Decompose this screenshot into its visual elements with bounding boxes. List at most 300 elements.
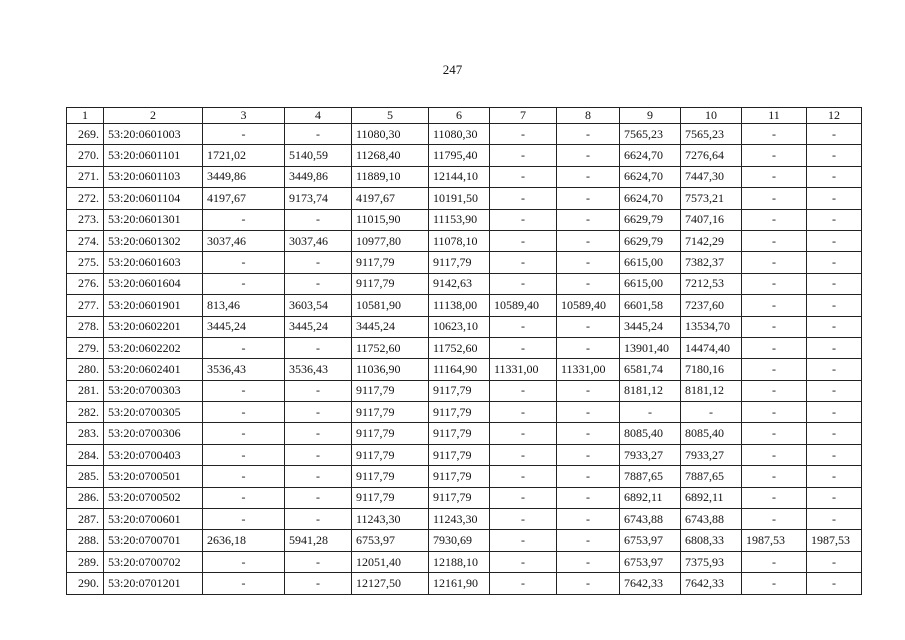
table-cell: - bbox=[742, 337, 807, 358]
table-cell: - bbox=[285, 380, 352, 401]
table-cell: - bbox=[807, 487, 862, 508]
table-cell: 53:20:0601103 bbox=[104, 166, 203, 187]
table-cell: - bbox=[490, 209, 557, 230]
table-cell: 3449,86 bbox=[285, 166, 352, 187]
table-cell: 6753,97 bbox=[620, 530, 681, 551]
table-cell: 12188,10 bbox=[429, 551, 490, 572]
table-row bbox=[67, 402, 862, 423]
table-cell: - bbox=[203, 209, 285, 230]
table-cell: 3037,46 bbox=[285, 230, 352, 251]
table-cell: - bbox=[557, 402, 620, 423]
table-cell: 11331,00 bbox=[557, 359, 620, 380]
table-cell: 3445,24 bbox=[620, 316, 681, 337]
column-header: 10 bbox=[681, 108, 742, 124]
table-cell: 11752,60 bbox=[352, 337, 429, 358]
column-header: 5 bbox=[352, 108, 429, 124]
table-cell: - bbox=[557, 145, 620, 166]
column-header: 8 bbox=[557, 108, 620, 124]
table-cell: 9117,79 bbox=[429, 423, 490, 444]
table-row bbox=[67, 423, 862, 444]
table-cell: 289. bbox=[67, 551, 104, 572]
table-cell: - bbox=[742, 124, 807, 145]
table-cell: 6629,79 bbox=[620, 230, 681, 251]
table-cell: 53:20:0700501 bbox=[104, 466, 203, 487]
table-cell: - bbox=[285, 209, 352, 230]
table-cell: - bbox=[203, 573, 285, 594]
table-cell: 12161,90 bbox=[429, 573, 490, 594]
table-cell: 9117,79 bbox=[352, 423, 429, 444]
table-cell: 3445,24 bbox=[352, 316, 429, 337]
table-cell: - bbox=[807, 273, 862, 294]
table-cell: - bbox=[490, 509, 557, 530]
table-cell: 3536,43 bbox=[285, 359, 352, 380]
table-row bbox=[67, 359, 862, 380]
table-cell: - bbox=[285, 252, 352, 273]
table-cell: 53:20:0601101 bbox=[104, 145, 203, 166]
table-cell: - bbox=[203, 509, 285, 530]
table-row bbox=[67, 487, 862, 508]
table-cell: 270. bbox=[67, 145, 104, 166]
table-cell: 287. bbox=[67, 509, 104, 530]
table-cell: - bbox=[742, 466, 807, 487]
table-cell: - bbox=[742, 402, 807, 423]
table-cell: - bbox=[557, 573, 620, 594]
table-cell: - bbox=[742, 295, 807, 316]
table-cell: 12144,10 bbox=[429, 166, 490, 187]
table-cell: - bbox=[681, 402, 742, 423]
table-cell: 281. bbox=[67, 380, 104, 401]
table-cell: 53:20:0601901 bbox=[104, 295, 203, 316]
table-cell: - bbox=[557, 423, 620, 444]
table-cell: - bbox=[807, 551, 862, 572]
table-cell: - bbox=[807, 466, 862, 487]
table-cell: 272. bbox=[67, 188, 104, 209]
table-cell: 813,46 bbox=[203, 295, 285, 316]
table-cell: - bbox=[807, 145, 862, 166]
table-cell: 6629,79 bbox=[620, 209, 681, 230]
table-cell: - bbox=[807, 359, 862, 380]
table-cell: 11078,10 bbox=[429, 230, 490, 251]
table-cell: 7407,16 bbox=[681, 209, 742, 230]
table-cell: - bbox=[557, 509, 620, 530]
table-cell: 6615,00 bbox=[620, 252, 681, 273]
table-cell: 9117,79 bbox=[352, 252, 429, 273]
table-cell: - bbox=[203, 380, 285, 401]
table-cell: 7887,65 bbox=[620, 466, 681, 487]
column-header: 1 bbox=[67, 108, 104, 124]
table-row bbox=[67, 252, 862, 273]
table-cell: - bbox=[490, 188, 557, 209]
table-cell: 53:20:0602401 bbox=[104, 359, 203, 380]
table-cell: 53:20:0700601 bbox=[104, 509, 203, 530]
table-cell: 9117,79 bbox=[352, 444, 429, 465]
table-cell: 11138,00 bbox=[429, 295, 490, 316]
table-cell: 53:20:0602202 bbox=[104, 337, 203, 358]
table-cell: 7180,16 bbox=[681, 359, 742, 380]
table-cell: - bbox=[807, 423, 862, 444]
table-cell: 1987,53 bbox=[742, 530, 807, 551]
table-cell: 9117,79 bbox=[429, 487, 490, 508]
table-cell: 53:20:0601302 bbox=[104, 230, 203, 251]
table-cell: - bbox=[557, 166, 620, 187]
table-cell: - bbox=[807, 230, 862, 251]
table-cell: - bbox=[490, 252, 557, 273]
table-cell: 11243,30 bbox=[352, 509, 429, 530]
header-row bbox=[67, 108, 862, 124]
table-cell: 7887,65 bbox=[681, 466, 742, 487]
table-cell: 3536,43 bbox=[203, 359, 285, 380]
table-row bbox=[67, 209, 862, 230]
table-cell: 288. bbox=[67, 530, 104, 551]
table-cell: 10581,90 bbox=[352, 295, 429, 316]
table-cell: - bbox=[490, 402, 557, 423]
table-cell: 276. bbox=[67, 273, 104, 294]
column-header: 11 bbox=[742, 108, 807, 124]
table-cell: - bbox=[557, 209, 620, 230]
table-cell: 6753,97 bbox=[352, 530, 429, 551]
table-cell: 7573,21 bbox=[681, 188, 742, 209]
table-cell: 6892,11 bbox=[681, 487, 742, 508]
table-row bbox=[67, 444, 862, 465]
table-cell: 6808,33 bbox=[681, 530, 742, 551]
table-cell: 53:20:0700303 bbox=[104, 380, 203, 401]
table-cell: 6615,00 bbox=[620, 273, 681, 294]
table-cell: - bbox=[490, 573, 557, 594]
table-cell: - bbox=[203, 402, 285, 423]
table-cell: 9117,79 bbox=[429, 380, 490, 401]
table-cell: 3449,86 bbox=[203, 166, 285, 187]
table-cell: 7642,33 bbox=[620, 573, 681, 594]
table-cell: 5140,59 bbox=[285, 145, 352, 166]
table-cell: - bbox=[807, 188, 862, 209]
table-cell: 12127,50 bbox=[352, 573, 429, 594]
table-cell: - bbox=[203, 551, 285, 572]
column-header: 7 bbox=[490, 108, 557, 124]
table-cell: - bbox=[285, 551, 352, 572]
table-cell: - bbox=[490, 466, 557, 487]
table-cell: 6624,70 bbox=[620, 166, 681, 187]
table-cell: - bbox=[807, 124, 862, 145]
table-cell: 279. bbox=[67, 337, 104, 358]
table-cell: 3603,54 bbox=[285, 295, 352, 316]
table-cell: 283. bbox=[67, 423, 104, 444]
table-cell: 10191,50 bbox=[429, 188, 490, 209]
table-cell: 277. bbox=[67, 295, 104, 316]
table-cell: 7933,27 bbox=[681, 444, 742, 465]
table-cell: - bbox=[490, 316, 557, 337]
table-cell: 53:20:0601603 bbox=[104, 252, 203, 273]
table-cell: - bbox=[742, 166, 807, 187]
table-cell: 8181,12 bbox=[681, 380, 742, 401]
table-cell: 269. bbox=[67, 124, 104, 145]
table-cell: 1987,53 bbox=[807, 530, 862, 551]
table-cell: - bbox=[742, 509, 807, 530]
table-cell: - bbox=[203, 124, 285, 145]
table-cell: - bbox=[807, 316, 862, 337]
table-cell: 53:20:0601104 bbox=[104, 188, 203, 209]
table-cell: 11243,30 bbox=[429, 509, 490, 530]
table-cell: 282. bbox=[67, 402, 104, 423]
table-cell: 11752,60 bbox=[429, 337, 490, 358]
table-cell: - bbox=[490, 423, 557, 444]
table-cell: 5941,28 bbox=[285, 530, 352, 551]
table-cell: 4197,67 bbox=[203, 188, 285, 209]
table-cell: 6753,97 bbox=[620, 551, 681, 572]
table-cell: 9117,79 bbox=[429, 402, 490, 423]
table-cell: - bbox=[285, 273, 352, 294]
table-cell: - bbox=[557, 380, 620, 401]
table-cell: 53:20:0700305 bbox=[104, 402, 203, 423]
table-cell: - bbox=[807, 573, 862, 594]
table-cell: - bbox=[742, 551, 807, 572]
table-cell: 290. bbox=[67, 573, 104, 594]
table-cell: 7212,53 bbox=[681, 273, 742, 294]
page-number: 247 bbox=[442, 62, 463, 77]
table-cell: - bbox=[807, 166, 862, 187]
table-cell: - bbox=[742, 487, 807, 508]
table-cell: 3445,24 bbox=[285, 316, 352, 337]
table-cell: 9117,79 bbox=[352, 402, 429, 423]
table-cell: 11036,90 bbox=[352, 359, 429, 380]
table-cell: 11153,90 bbox=[429, 209, 490, 230]
table-cell: 285. bbox=[67, 466, 104, 487]
table-cell: 11331,00 bbox=[490, 359, 557, 380]
table-cell: - bbox=[807, 337, 862, 358]
table-row bbox=[67, 530, 862, 551]
table-cell: - bbox=[285, 337, 352, 358]
table-cell: - bbox=[807, 295, 862, 316]
table-cell: 7382,37 bbox=[681, 252, 742, 273]
table-cell: 9117,79 bbox=[429, 444, 490, 465]
table-row bbox=[67, 188, 862, 209]
table-cell: - bbox=[557, 444, 620, 465]
table-cell: 11268,40 bbox=[352, 145, 429, 166]
table-cell: - bbox=[557, 337, 620, 358]
table-cell: - bbox=[285, 402, 352, 423]
table-cell: - bbox=[285, 124, 352, 145]
table-cell: 6624,70 bbox=[620, 145, 681, 166]
table-cell: 53:20:0700403 bbox=[104, 444, 203, 465]
table-cell: 53:20:0601301 bbox=[104, 209, 203, 230]
table-cell: 9117,79 bbox=[352, 380, 429, 401]
table-cell: 274. bbox=[67, 230, 104, 251]
table-cell: - bbox=[742, 230, 807, 251]
table-cell: 6892,11 bbox=[620, 487, 681, 508]
table-cell: - bbox=[620, 402, 681, 423]
table-cell: 7142,29 bbox=[681, 230, 742, 251]
table-row bbox=[67, 145, 862, 166]
table-cell: 7565,23 bbox=[681, 124, 742, 145]
table-cell: - bbox=[742, 273, 807, 294]
table-cell: - bbox=[203, 252, 285, 273]
table-cell: 8085,40 bbox=[620, 423, 681, 444]
table-cell: 280. bbox=[67, 359, 104, 380]
table-row bbox=[67, 230, 862, 251]
table-cell: 53:20:0601604 bbox=[104, 273, 203, 294]
table-cell: 278. bbox=[67, 316, 104, 337]
table-cell: - bbox=[807, 509, 862, 530]
table-row bbox=[67, 316, 862, 337]
table-cell: - bbox=[490, 273, 557, 294]
table-cell: - bbox=[490, 230, 557, 251]
table-cell: - bbox=[742, 380, 807, 401]
table-cell: 8085,40 bbox=[681, 423, 742, 444]
table-cell: 1721,02 bbox=[203, 145, 285, 166]
table-cell: - bbox=[490, 166, 557, 187]
table-cell: - bbox=[490, 487, 557, 508]
table-cell: 284. bbox=[67, 444, 104, 465]
table-cell: 13901,40 bbox=[620, 337, 681, 358]
table-cell: 12051,40 bbox=[352, 551, 429, 572]
column-header: 3 bbox=[203, 108, 285, 124]
table-cell: 6743,88 bbox=[681, 509, 742, 530]
table-cell: 53:20:0700701 bbox=[104, 530, 203, 551]
table-cell: 9117,79 bbox=[352, 466, 429, 487]
table-cell: - bbox=[742, 145, 807, 166]
table-cell: 53:20:0601003 bbox=[104, 124, 203, 145]
table-row bbox=[67, 380, 862, 401]
table-cell: - bbox=[203, 444, 285, 465]
table-row bbox=[67, 337, 862, 358]
table-cell: - bbox=[490, 337, 557, 358]
table-cell: 14474,40 bbox=[681, 337, 742, 358]
table-cell: 11080,30 bbox=[429, 124, 490, 145]
table-cell: 11889,10 bbox=[352, 166, 429, 187]
column-header: 6 bbox=[429, 108, 490, 124]
table-cell: 9117,79 bbox=[352, 273, 429, 294]
table-cell: 3037,46 bbox=[203, 230, 285, 251]
table-row bbox=[67, 466, 862, 487]
table-cell: - bbox=[557, 252, 620, 273]
table-cell: - bbox=[742, 188, 807, 209]
table-cell: 2636,18 bbox=[203, 530, 285, 551]
table-cell: 7930,69 bbox=[429, 530, 490, 551]
table-cell: 53:20:0602201 bbox=[104, 316, 203, 337]
table-cell: - bbox=[203, 466, 285, 487]
table-cell: - bbox=[557, 124, 620, 145]
table-cell: - bbox=[557, 530, 620, 551]
table-cell: - bbox=[742, 573, 807, 594]
table-cell: - bbox=[742, 316, 807, 337]
table-cell: 10623,10 bbox=[429, 316, 490, 337]
table-cell: - bbox=[557, 230, 620, 251]
table-cell: - bbox=[203, 273, 285, 294]
table-cell: - bbox=[557, 551, 620, 572]
table-row bbox=[67, 573, 862, 594]
table-cell: 9117,79 bbox=[352, 487, 429, 508]
table-cell: 7565,23 bbox=[620, 124, 681, 145]
table-cell: - bbox=[203, 337, 285, 358]
table-cell: 6601,58 bbox=[620, 295, 681, 316]
table-cell: 11164,90 bbox=[429, 359, 490, 380]
table-cell: 9173,74 bbox=[285, 188, 352, 209]
table-cell: 9117,79 bbox=[429, 466, 490, 487]
column-header: 4 bbox=[285, 108, 352, 124]
table-cell: 273. bbox=[67, 209, 104, 230]
table-cell: - bbox=[490, 380, 557, 401]
table-cell: 7375,93 bbox=[681, 551, 742, 572]
table-row bbox=[67, 509, 862, 530]
table-cell: - bbox=[742, 359, 807, 380]
column-header: 9 bbox=[620, 108, 681, 124]
table-row bbox=[67, 166, 862, 187]
table-cell: 4197,67 bbox=[352, 188, 429, 209]
table-cell: - bbox=[490, 530, 557, 551]
table-cell: - bbox=[490, 444, 557, 465]
table-cell: 6743,88 bbox=[620, 509, 681, 530]
table-cell: - bbox=[285, 487, 352, 508]
table-cell: - bbox=[490, 124, 557, 145]
table-cell: - bbox=[490, 145, 557, 166]
table-cell: 271. bbox=[67, 166, 104, 187]
table-cell: 3445,24 bbox=[203, 316, 285, 337]
table-cell: - bbox=[557, 188, 620, 209]
table-row bbox=[67, 551, 862, 572]
table-cell: 53:20:0700502 bbox=[104, 487, 203, 508]
table-cell: 9142,63 bbox=[429, 273, 490, 294]
table-cell: 7447,30 bbox=[681, 166, 742, 187]
column-header: 2 bbox=[104, 108, 203, 124]
table-cell: 7933,27 bbox=[620, 444, 681, 465]
table-cell: - bbox=[203, 423, 285, 444]
table-cell: - bbox=[742, 209, 807, 230]
table-cell: 10589,40 bbox=[557, 295, 620, 316]
table-cell: - bbox=[557, 487, 620, 508]
table-cell: - bbox=[807, 209, 862, 230]
table-cell: 286. bbox=[67, 487, 104, 508]
table-row bbox=[67, 273, 862, 294]
table-cell: - bbox=[557, 273, 620, 294]
table-cell: - bbox=[807, 380, 862, 401]
table-cell: 10977,80 bbox=[352, 230, 429, 251]
table-row bbox=[67, 124, 862, 145]
table-cell: - bbox=[807, 444, 862, 465]
table-cell: - bbox=[285, 423, 352, 444]
table-cell: 11795,40 bbox=[429, 145, 490, 166]
table-cell: - bbox=[490, 551, 557, 572]
table-cell: 53:20:0700702 bbox=[104, 551, 203, 572]
table-cell: - bbox=[807, 252, 862, 273]
data-table bbox=[66, 107, 862, 595]
table-cell: - bbox=[742, 423, 807, 444]
table-cell: 11080,30 bbox=[352, 124, 429, 145]
table-cell: 6624,70 bbox=[620, 188, 681, 209]
table-cell: 13534,70 bbox=[681, 316, 742, 337]
table-cell: - bbox=[285, 573, 352, 594]
table-cell: - bbox=[285, 444, 352, 465]
table-cell: - bbox=[285, 466, 352, 487]
table-cell: - bbox=[557, 316, 620, 337]
table-cell: 8181,12 bbox=[620, 380, 681, 401]
table-cell: 7276,64 bbox=[681, 145, 742, 166]
table-cell: - bbox=[203, 487, 285, 508]
table-row bbox=[67, 295, 862, 316]
table-cell: 11015,90 bbox=[352, 209, 429, 230]
table-cell: - bbox=[742, 444, 807, 465]
table-cell: - bbox=[557, 466, 620, 487]
table-cell: - bbox=[285, 509, 352, 530]
column-header: 12 bbox=[807, 108, 862, 124]
table-cell: 9117,79 bbox=[429, 252, 490, 273]
table-cell: 53:20:0700306 bbox=[104, 423, 203, 444]
table-cell: 10589,40 bbox=[490, 295, 557, 316]
table-cell: - bbox=[742, 252, 807, 273]
table-cell: 275. bbox=[67, 252, 104, 273]
table-cell: 7237,60 bbox=[681, 295, 742, 316]
table-cell: 6581,74 bbox=[620, 359, 681, 380]
table-cell: 7642,33 bbox=[681, 573, 742, 594]
table-cell: 53:20:0701201 bbox=[104, 573, 203, 594]
